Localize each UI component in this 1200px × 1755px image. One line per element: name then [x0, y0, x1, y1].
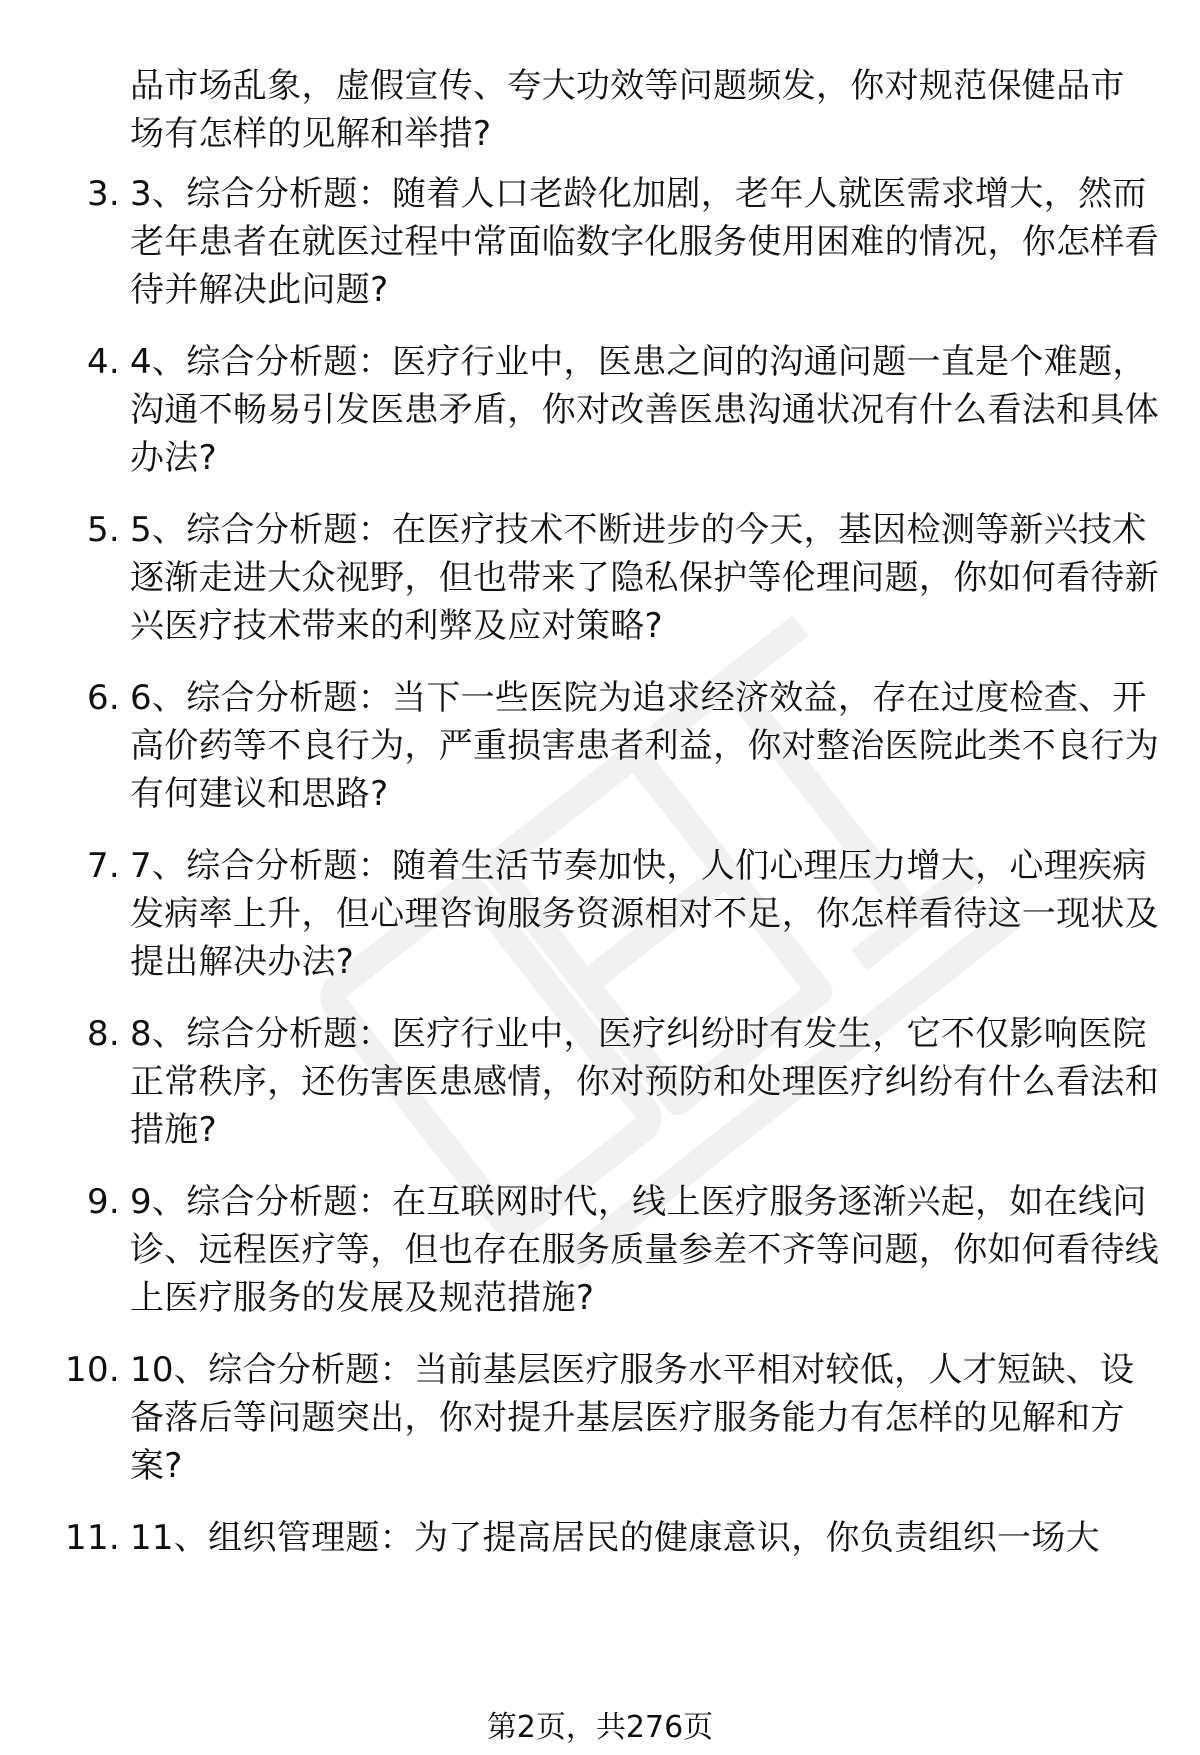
item-number: 5. — [86, 510, 120, 550]
page-footer: 第2页，共276页 — [486, 1710, 714, 1745]
question-text: 3、综合分析题：随着人口老龄化加剧，老年人就医需求增大，然而老年患者在就医过程中常面临数字化服务使用困难的情况，你怎样看待并解决此问题? — [130, 174, 1159, 310]
item-number: 9. — [86, 1182, 120, 1222]
question-text: 7、综合分析题：随着生活节奏加快，人们心理压力增大，心理疾病发病率上升，但心理咨询服务资源相对不足，你怎样看待这一现状及提出解决办法? — [130, 846, 1159, 982]
continuation-paragraph: 品市场乱象，虚假宣传、夸大功效等问题频发，你对规范保健品市场有怎样的见解和举措? — [130, 66, 1125, 154]
item-number: 8. — [86, 1014, 120, 1054]
item-number: 3. — [86, 174, 120, 214]
question-text: 6、综合分析题：当下一些医院为追求经济效益，存在过度检查、开高价药等不良行为，严重损害患者利益，你对整治医院此类不良行为有何建议和思路? — [130, 678, 1159, 814]
item-number: 10. — [65, 1350, 120, 1390]
item-number: 7. — [86, 846, 120, 886]
question-text: 4、综合分析题：医疗行业中，医患之间的沟通问题一直是个难题，沟通不畅易引发医患矛盾，你对改善医患沟通状况有什么看法和具体办法? — [130, 342, 1159, 478]
question-text: 11、组织管理题：为了提高居民的健康意识，你负责组织一场大 — [130, 1518, 1100, 1558]
item-number: 4. — [86, 342, 120, 382]
item-number: 6. — [86, 678, 120, 718]
question-text: 8、综合分析题：医疗行业中，医疗纠纷时有发生，它不仅影响医院正常秩序，还伤害医患感情，你对预防和处理医疗纠纷有什么看法和措施? — [130, 1014, 1159, 1150]
question-text: 10、综合分析题：当前基层医疗服务水平相对较低，人才短缺、设备落后等问题突出，你对提升基层医疗服务能力有怎样的见解和方案? — [130, 1350, 1135, 1486]
question-text: 5、综合分析题：在医疗技术不断进步的今天，基因检测等新兴技术逐渐走进大众视野，但也带来了隐私保护等伦理问题，你如何看待新兴医疗技术带来的利弊及应对策略? — [130, 510, 1159, 646]
item-number: 11. — [65, 1518, 120, 1558]
question-text: 9、综合分析题：在互联网时代，线上医疗服务逐渐兴起，如在线问诊、远程医疗等，但也存在服务质量参差不齐等问题，你如何看待线上医疗服务的发展及规范措施? — [130, 1182, 1159, 1318]
